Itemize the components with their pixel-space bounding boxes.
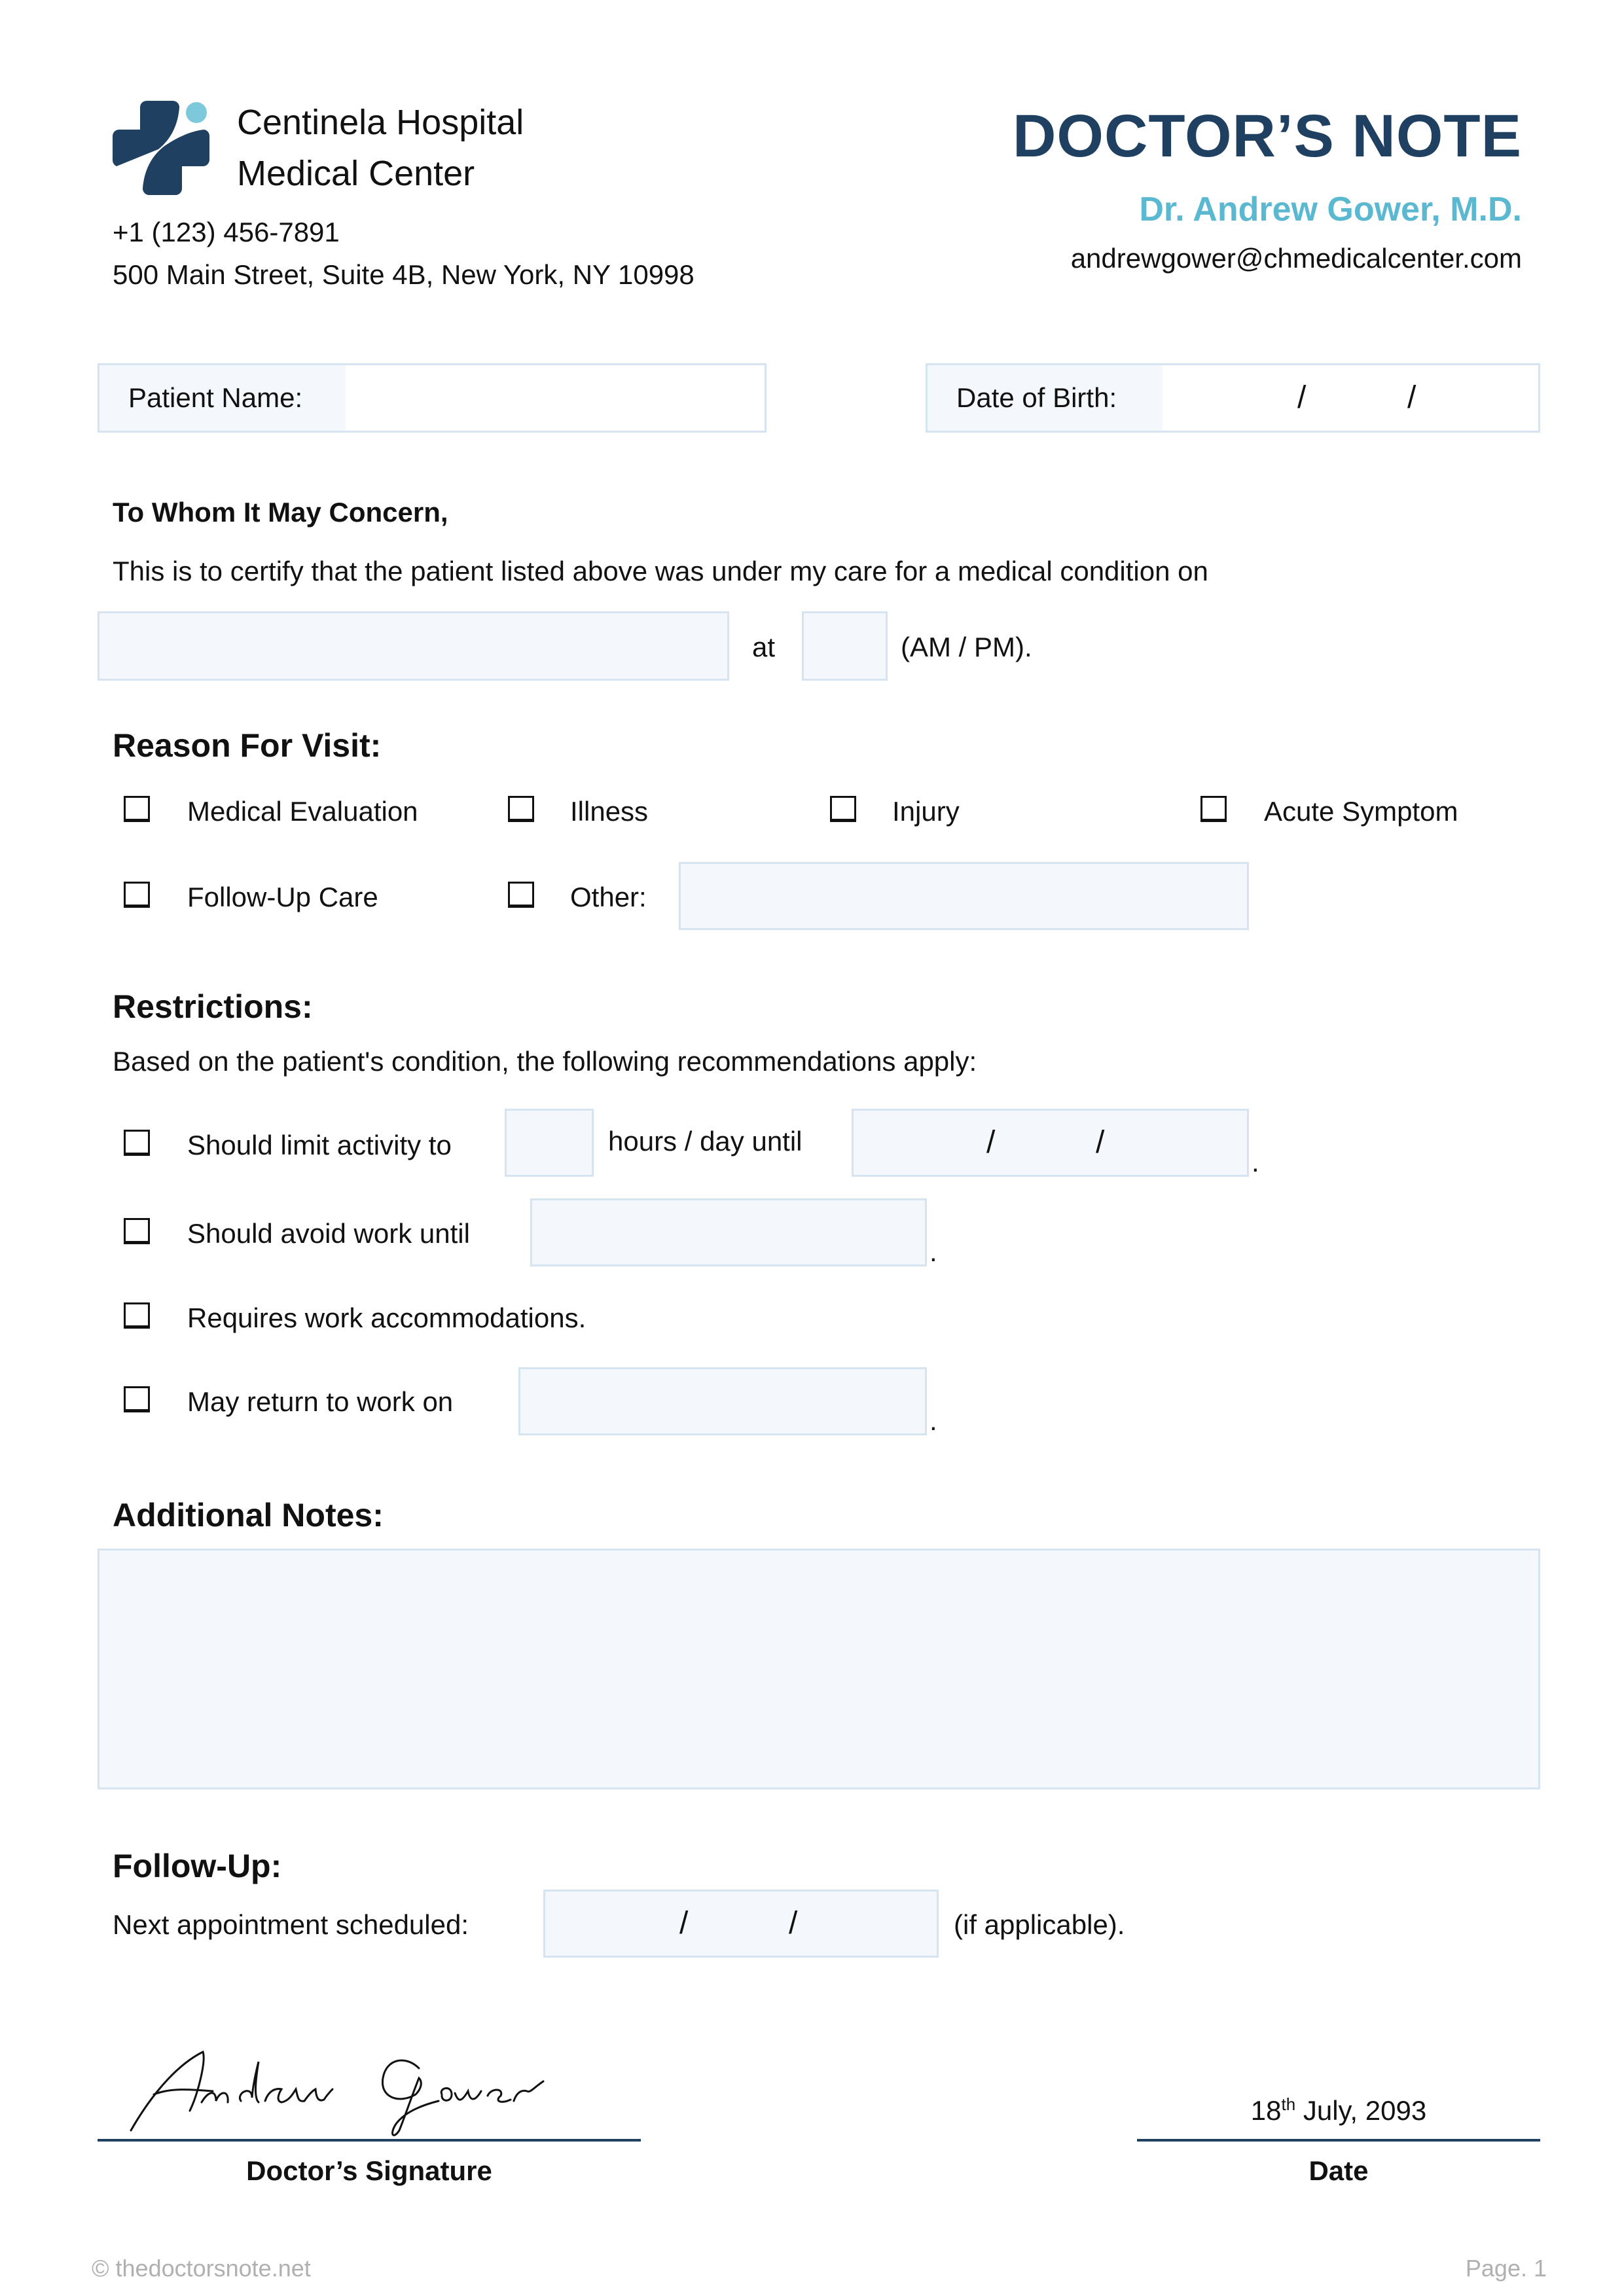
notes-heading: Additional Notes: [113,1497,384,1534]
date-rest: July, 2093 [1295,2095,1427,2126]
ampm-label: (AM / PM). [901,632,1032,662]
medical-cross-icon [113,98,212,198]
restriction-label: Should avoid work until [187,1218,470,1249]
hours-per-day-field[interactable] [505,1109,594,1177]
document-title: DOCTOR’S NOTE [1012,103,1522,170]
hours-day-until-label: hours / day until [608,1126,803,1157]
checkbox-other[interactable] [508,882,534,908]
checkbox-work-accommodations[interactable] [124,1302,150,1329]
certify-text: This is to certify that the patient listed above was under my care for a medical condition on [113,556,1208,586]
option-label: Acute Symptom [1264,796,1458,827]
restrictions-intro: Based on the patient's condition, the following recommendations apply: [113,1046,977,1077]
doctor-email: andrewgower@chmedicalcenter.com [1070,243,1522,274]
option-label: Medical Evaluation [187,796,418,827]
restriction-label: Requires work accommodations. [187,1302,586,1333]
reason-heading: Reason For Visit: [113,727,382,764]
signature-icon [124,2042,622,2140]
limit-until-date-field[interactable] [852,1109,1249,1177]
return-to-work-date-field[interactable] [518,1367,927,1435]
date-caption: Date [1308,2155,1369,2186]
hospital-logo [113,98,212,198]
patient-name-label: Patient Name: [128,382,303,413]
date-suffix: th [1281,2094,1296,2114]
checkbox-acute-symptom[interactable] [1200,796,1227,822]
salutation: To Whom It May Concern, [113,497,448,528]
restriction-label: Should limit activity to [187,1130,452,1160]
restriction-label: May return to work on [187,1386,454,1417]
date-of-birth-field[interactable] [926,363,1540,433]
checkbox-illness[interactable] [508,796,534,822]
date-line [1137,2139,1540,2142]
checkbox-injury[interactable] [830,796,856,822]
checkbox-return-to-work[interactable] [124,1386,150,1412]
date-separator: / [1096,1125,1105,1160]
date-separator: / [789,1906,798,1941]
checkbox-follow-up-care[interactable] [124,882,150,908]
option-label: Follow-Up Care [187,882,378,912]
patient-name-field[interactable] [98,363,767,433]
date-day: 18 [1250,2095,1282,2126]
if-applicable-label: (if applicable). [954,1909,1125,1940]
hospital-name-line2: Medical Center [237,154,475,193]
dob-separator: / [1407,380,1416,415]
care-date-field[interactable] [98,611,729,681]
checkbox-avoid-work[interactable] [124,1218,150,1244]
period: . [929,1236,937,1267]
hospital-address: 500 Main Street, Suite 4B, New York, NY 10998 [113,259,695,290]
followup-heading: Follow-Up: [113,1848,282,1884]
footer-copyright: © thedoctorsnote.net [92,2255,311,2282]
next-appointment-label: Next appointment scheduled: [113,1909,469,1940]
signature-line [98,2139,641,2142]
signature-caption: Doctor’s Signature [246,2155,492,2186]
checkbox-limit-activity[interactable] [124,1130,150,1156]
option-label: Other: [570,882,647,912]
hospital-phone: +1 (123) 456-7891 [113,217,340,247]
dob-separator: / [1297,380,1307,415]
restrictions-heading: Restrictions: [113,988,313,1025]
care-time-field[interactable] [802,611,888,681]
signature-date [1137,2096,1540,2125]
doctor-name: Dr. Andrew Gower, M.D. [1139,190,1522,228]
other-reason-field[interactable] [679,862,1249,930]
hospital-name-line1: Centinela Hospital [237,103,524,142]
date-separator: / [679,1906,689,1941]
footer-page-number: Page. 1 [1465,2255,1547,2282]
option-label: Injury [892,796,960,827]
period: . [929,1405,937,1436]
period: . [1252,1147,1259,1177]
date-separator: / [986,1125,996,1160]
option-label: Illness [570,796,649,827]
at-label: at [752,632,776,662]
dob-label: Date of Birth: [956,382,1117,413]
next-appointment-date-field[interactable] [543,1890,939,1958]
avoid-work-until-field[interactable] [530,1198,927,1266]
checkbox-medical-evaluation[interactable] [124,796,150,822]
doctor-signature [124,2042,622,2140]
additional-notes-textarea[interactable] [98,1549,1540,1789]
